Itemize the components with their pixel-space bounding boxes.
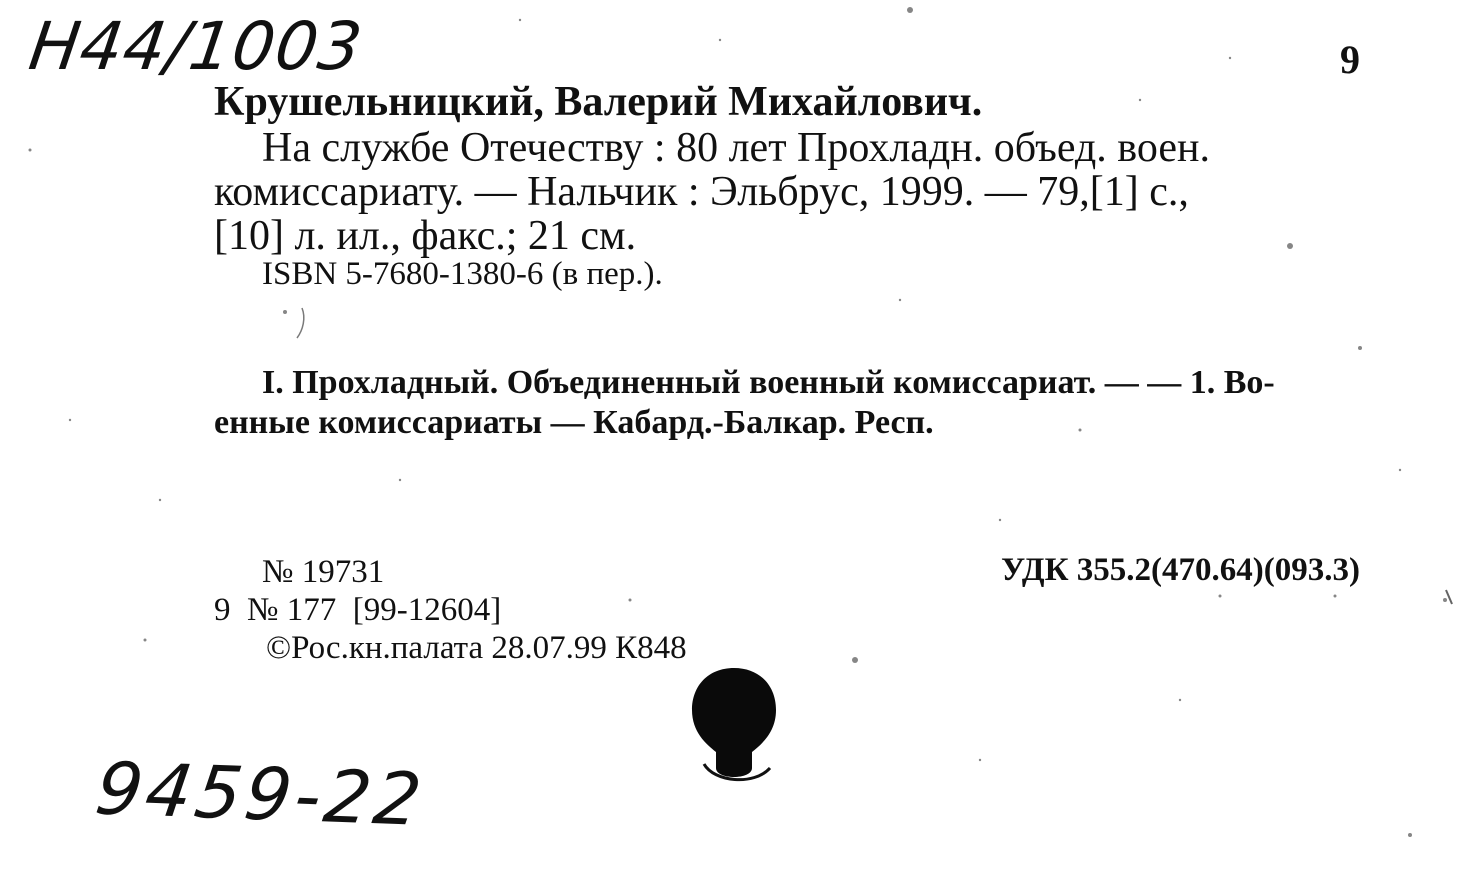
card-number: 9: [1340, 37, 1360, 82]
handwritten-call-number: H44/1003: [24, 8, 368, 85]
secondary-number: 9 № 177 [99-12604]: [214, 592, 502, 628]
author-heading: Крушельницкий, Валерий Михайлович.: [214, 79, 983, 125]
subject-line-2: енные комиссариаты — Кабард.-Балкар. Респ.: [214, 404, 934, 441]
description-line-2: комиссариату. — Нальчик : Эльбрус, 1999. — 79,[1] с.,: [214, 169, 1189, 215]
isbn: ISBN 5-7680-1380-6 (в пер.).: [262, 256, 663, 292]
description-line-1: На службе Отечеству : 80 лет Прохладн. объед. воен.: [262, 125, 1210, 171]
copyright-line: ©Рос.кн.палата 28.07.99 К848: [266, 630, 687, 666]
description-line-3: [10] л. ил., факс.; 21 см.: [214, 213, 637, 259]
registry-number: № 19731: [262, 554, 385, 590]
udk-code: УДК 355.2(470.64)(093.3): [1001, 552, 1360, 588]
handwritten-inventory-number: 9459-22: [90, 746, 431, 842]
subject-line-1: I. Прохладный. Объединенный военный комиссариат. — — 1. Во-: [262, 364, 1275, 401]
punch-hole-icon: [686, 664, 782, 788]
